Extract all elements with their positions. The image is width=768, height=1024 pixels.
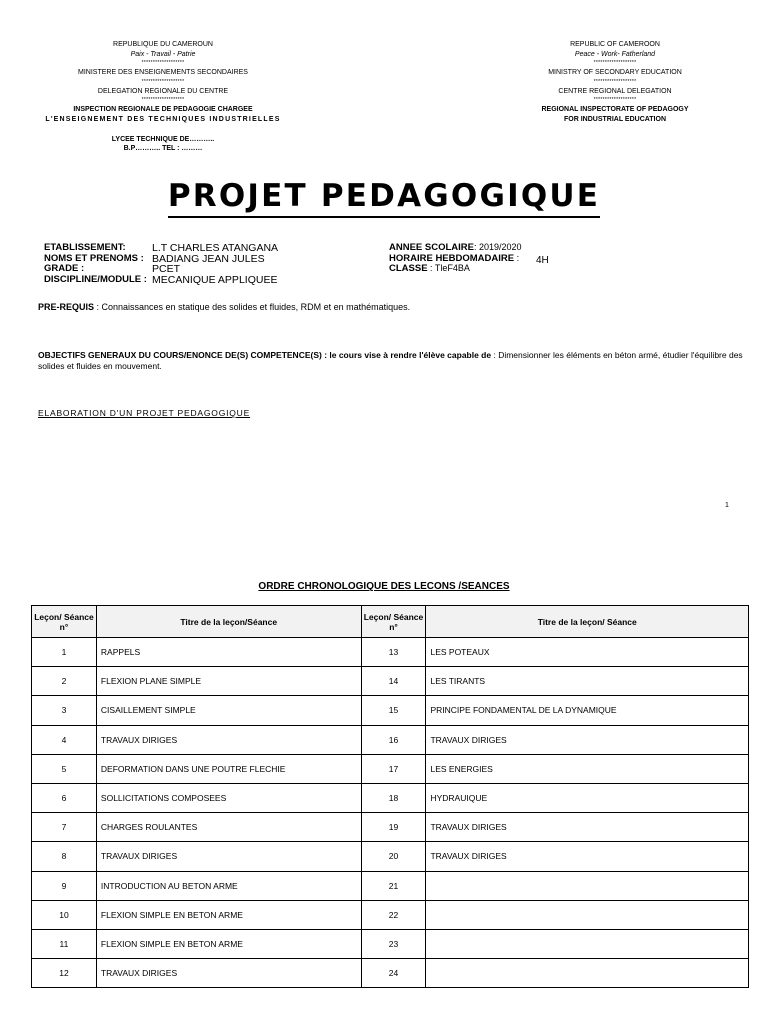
document-title-text: PROJET PEDAGOGIQUE (168, 178, 600, 218)
lesson-title: HYDRAUIQUE (426, 783, 749, 812)
grade-value: PCET (152, 263, 181, 275)
lesson-title: RAPPELS (96, 638, 361, 667)
lesson-title: TRAVAUX DIRIGES (426, 842, 749, 871)
horaire-label: HORAIRE HEBDOMADAIRE (389, 252, 515, 264)
objectives (38, 350, 753, 372)
page-number: 1 (725, 502, 729, 509)
lesson-title: TRAVAUX DIRIGES (96, 725, 361, 754)
lesson-title: FLEXION PLANE SIMPLE (96, 667, 361, 696)
table-header-row (32, 606, 749, 638)
lesson-number: 12 (32, 959, 97, 988)
lesson-title: FLEXION SIMPLE EN BETON ARME (96, 900, 361, 929)
separator-stars: ******************* (141, 60, 185, 67)
column-header-lesson-number-2: Leçon/ Séance n° (361, 606, 426, 638)
lesson-title (426, 929, 749, 958)
separator-stars: ******************* (593, 60, 637, 67)
table-row (32, 667, 749, 696)
classe-value: : TleF4BA (427, 263, 470, 273)
header-left (33, 40, 293, 154)
separator-stars: ******************* (141, 78, 185, 85)
table-row (32, 638, 749, 667)
lesson-number: 3 (32, 696, 97, 725)
lesson-number: 2 (32, 667, 97, 696)
lesson-number: 9 (32, 871, 97, 900)
delegation-name: CENTRE REGIONAL DELEGATION (558, 87, 672, 95)
lesson-title: INTRODUCTION AU BETON ARME (96, 871, 361, 900)
lesson-title: LES POTEAUX (426, 638, 749, 667)
lesson-number: 19 (361, 813, 426, 842)
motto: Paix - Travail - Patrie (130, 50, 196, 58)
inspection-line-2: L'ENSEIGNEMENT DES TECHNIQUES INDUSTRIELLES (45, 115, 281, 123)
lesson-title: TRAVAUX DIRIGES (96, 959, 361, 988)
ministry-name: MINISTRY OF SECONDARY EDUCATION (548, 69, 682, 77)
table-row (32, 929, 749, 958)
lesson-title: PRINCIPE FONDAMENTAL DE LA DYNAMIQUE (426, 696, 749, 725)
lesson-title (426, 959, 749, 988)
prerequisites (38, 302, 738, 312)
lesson-title (426, 871, 749, 900)
header-right (485, 40, 745, 125)
elaboration-heading: ELABORATION D'UN PROJET PEDAGOGIQUE (38, 408, 251, 418)
lesson-title: LES ENERGIES (426, 754, 749, 783)
lesson-number: 11 (32, 929, 97, 958)
discipline-value: MECANIQUE APPLIQUEE (152, 273, 278, 286)
lesson-number: 15 (361, 696, 426, 725)
lesson-number: 1 (32, 638, 97, 667)
motto: Peace - Work- Fatherland (574, 50, 656, 58)
table-row (32, 725, 749, 754)
lesson-number: 21 (361, 871, 426, 900)
column-header-lesson-title: Titre de la leçon/Séance (96, 606, 361, 638)
table-title: ORDRE CHRONOLOGIQUE DES LECONS /SEANCES (258, 581, 510, 592)
separator-stars: ******************* (593, 97, 637, 104)
lesson-number: 5 (32, 754, 97, 783)
inspection-line-2: FOR INDUSTRIAL EDUCATION (563, 115, 667, 123)
discipline-label: DISCIPLINE/MODULE : (44, 273, 147, 285)
lesson-number: 23 (361, 929, 426, 958)
lesson-title (426, 900, 749, 929)
horaire-value: 4H (536, 254, 549, 266)
lesson-number: 7 (32, 813, 97, 842)
delegation-name: DELEGATION REGIONALE DU CENTRE (97, 87, 229, 95)
lesson-title: DEFORMATION DANS UNE POUTRE FLECHIE (96, 754, 361, 783)
horaire-separator: : (514, 252, 520, 263)
lesson-number: 14 (361, 667, 426, 696)
column-header-lesson-number: Leçon/ Séance n° (32, 606, 97, 638)
lesson-title: LES TIRANTS (426, 667, 749, 696)
etablissement-value: L.T CHARLES ATANGANA (152, 242, 279, 254)
annee-label: ANNEE SCOLAIRE (389, 242, 474, 253)
document-title (0, 178, 768, 214)
column-header-lesson-title-2: Titre de la leçon/ Séance (426, 606, 749, 638)
lesson-title: TRAVAUX DIRIGES (426, 725, 749, 754)
classe-label: CLASSE (389, 263, 428, 274)
lesson-number: 10 (32, 900, 97, 929)
inspection-line-1: REGIONAL INSPECTORATE OF PEDAGOGY (541, 106, 689, 114)
prerequisites-label: PRE-REQUIS (38, 302, 95, 312)
lesson-number: 20 (361, 842, 426, 871)
noms-label: NOMS ET PRENOMS : (44, 252, 144, 264)
lesson-number: 16 (361, 725, 426, 754)
lesson-title: SOLLICITATIONS COMPOSEES (96, 783, 361, 812)
lesson-number: 22 (361, 900, 426, 929)
lesson-number: 8 (32, 842, 97, 871)
separator-stars: ******************* (141, 97, 185, 104)
table-row (32, 813, 749, 842)
horaire-hebdomadaire (389, 253, 519, 264)
table-row (32, 900, 749, 929)
table-row (32, 959, 749, 988)
table-row (32, 871, 749, 900)
annee-value: : 2019/2020 (473, 242, 522, 252)
country-name: REPUBLIQUE DU CAMEROUN (113, 41, 213, 48)
table-row (32, 842, 749, 871)
lesson-title: FLEXION SIMPLE EN BETON ARME (96, 929, 361, 958)
lesson-number: 17 (361, 754, 426, 783)
objectives-label: OBJECTIFS GENERAUX DU COURS/ENONCE DE(S) COMPETENCE(S) : le cours vise à rendre l'élève capable de (38, 350, 492, 360)
lesson-title: TRAVAUX DIRIGES (96, 842, 361, 871)
inspection-line-1: INSPECTION REGIONALE DE PEDAGOGIE CHARGEE (73, 106, 253, 114)
table-row (32, 754, 749, 783)
info-block (44, 242, 744, 284)
lesson-number: 4 (32, 725, 97, 754)
classe (389, 263, 470, 274)
country-name: REPUBLIC OF CAMEROON (570, 41, 660, 48)
lesson-title: TRAVAUX DIRIGES (426, 813, 749, 842)
school-name: LYCEE TECHNIQUE DE……….. (111, 135, 215, 143)
lesson-number: 13 (361, 638, 426, 667)
etablissement-label: ETABLISSEMENT: (44, 242, 126, 253)
lesson-number: 24 (361, 959, 426, 988)
table-row (32, 696, 749, 725)
separator-stars: ******************* (593, 78, 637, 85)
lesson-title: CHARGES ROULANTES (96, 813, 361, 842)
lesson-number: 6 (32, 783, 97, 812)
lesson-number: 18 (361, 783, 426, 812)
ministry-name: MINISTERE DES ENSEIGNEMENTS SECONDAIRES (78, 69, 248, 77)
noms-value: BADIANG JEAN JULES (152, 252, 265, 265)
grade-label: GRADE : (44, 263, 85, 274)
lesson-title: CISAILLEMENT SIMPLE (96, 696, 361, 725)
table-row (32, 783, 749, 812)
school-contact: B.P……….. TEL : ……… (123, 145, 203, 153)
objectives-text: : Dimensionner les éléments en béton armé, étudier l'équilibre des solides et fluides en mouvement. (38, 350, 743, 371)
annee-scolaire (389, 242, 522, 253)
prerequisites-text: : Connaissances en statique des solides et fluides, RDM et en mathématiques. (94, 302, 411, 312)
lessons-table (31, 605, 749, 988)
